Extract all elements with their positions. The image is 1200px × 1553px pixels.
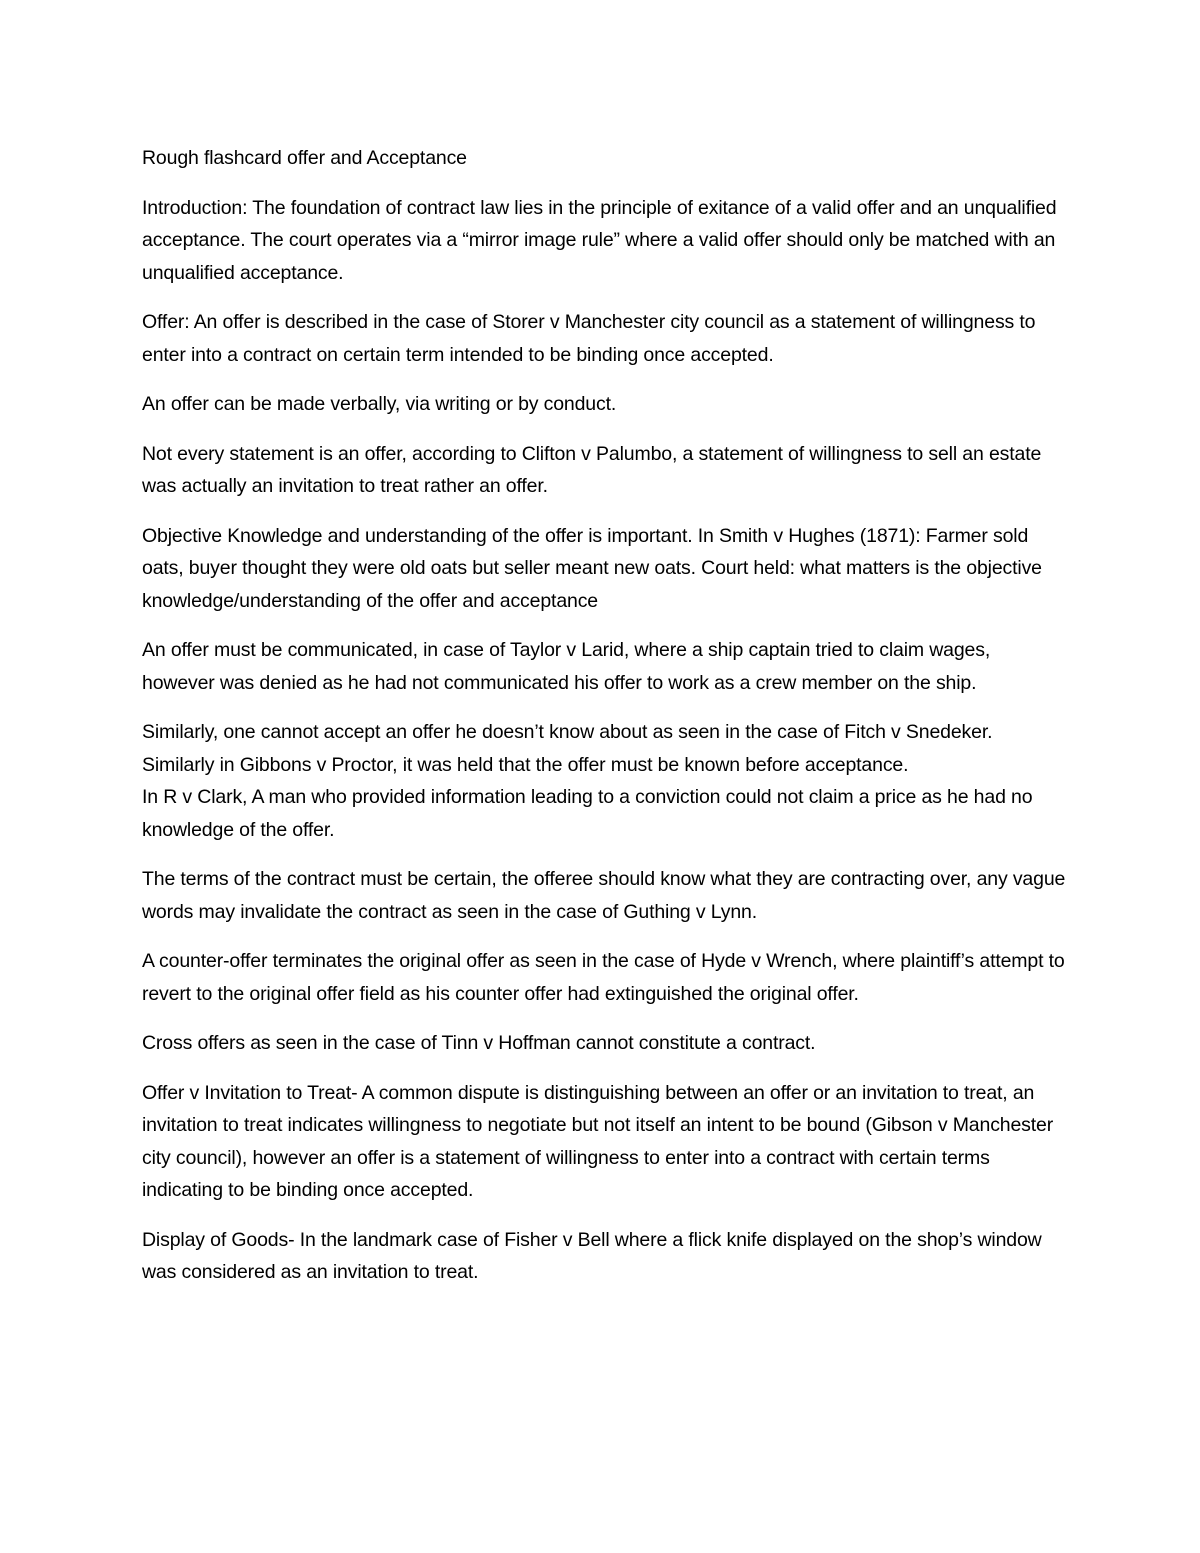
paragraph-cross-offers: Cross offers as seen in the case of Tinn v Hoffman cannot constitute a contract. — [142, 1032, 816, 1054]
paragraph-offer-definition: Offer: An offer is described in the case of Storer v Manchester city council as a statement of willingness to enter into a contract on certain term intended to be binding once accepted. — [142, 311, 1036, 366]
paragraph-invitation-to-treat: Offer v Invitation to Treat- A common dispute is distinguishing between an offer or an invitation to treat, an invitation to treat indicates willingness to negotiate but not itself an intent to be bound (Gibson v Manchester city council), however an offer is a statement of willingness to enter into a contract with certain terms indicating to be binding once accepted. — [142, 1081, 1054, 1201]
paragraph-offer-methods: An offer can be made verbally, via writing or by conduct. — [142, 393, 617, 415]
paragraph-objective-knowledge: Objective Knowledge and understanding of the offer is important. In Smith v Hughes (1871): Farmer sold oats, buyer thought they were old oats but seller meant new oats. Court held: what matters is the objective knowledge/understanding of the offer and acceptance — [142, 524, 1042, 612]
paragraph-r-v-clark: In R v Clark, A man who provided information leading to a conviction could not claim a price as he had no knowledge of the offer. — [142, 786, 1033, 841]
document-title: Rough flashcard offer and Acceptance — [142, 147, 467, 169]
paragraph-certain-terms: The terms of the contract must be certain, the offeree should know what they are contracting over, any vague words may invalidate the contract as seen in the case of Guthing v Lynn. — [142, 868, 1066, 923]
paragraph-counter-offer: A counter-offer terminates the original offer as seen in the case of Hyde v Wrench, where plaintiff’s attempt to revert to the original offer field as his counter offer had extinguished the original offer. — [142, 950, 1065, 1005]
paragraph-communication: An offer must be communicated, in case of Taylor v Larid, where a ship captain tried to claim wages, however was denied as he had not communicated his offer to work as a crew member on the ship. — [142, 639, 991, 694]
paragraph-unknown-offer: Similarly, one cannot accept an offer he doesn’t know about as seen in the case of Fitch v Snedeker. Similarly in Gibbons v Proctor, it was held that the offer must be known before acceptance. — [142, 721, 993, 776]
paragraph-display-of-goods: Display of Goods- In the landmark case of Fisher v Bell where a flick knife displayed on the shop’s window was considered as an invitation to treat. — [142, 1228, 1042, 1283]
paragraph-not-every-statement: Not every statement is an offer, according to Clifton v Palumbo, a statement of willingness to sell an estate was actually an invitation to treat rather an offer. — [142, 442, 1042, 497]
paragraph-introduction: Introduction: The foundation of contract law lies in the principle of exitance of a valid offer and an unqualified acceptance. The court operates via a “mirror image rule” where a valid offer should only be matched with an unqualified acceptance. — [142, 196, 1057, 284]
document-body — [142, 142, 1067, 1306]
